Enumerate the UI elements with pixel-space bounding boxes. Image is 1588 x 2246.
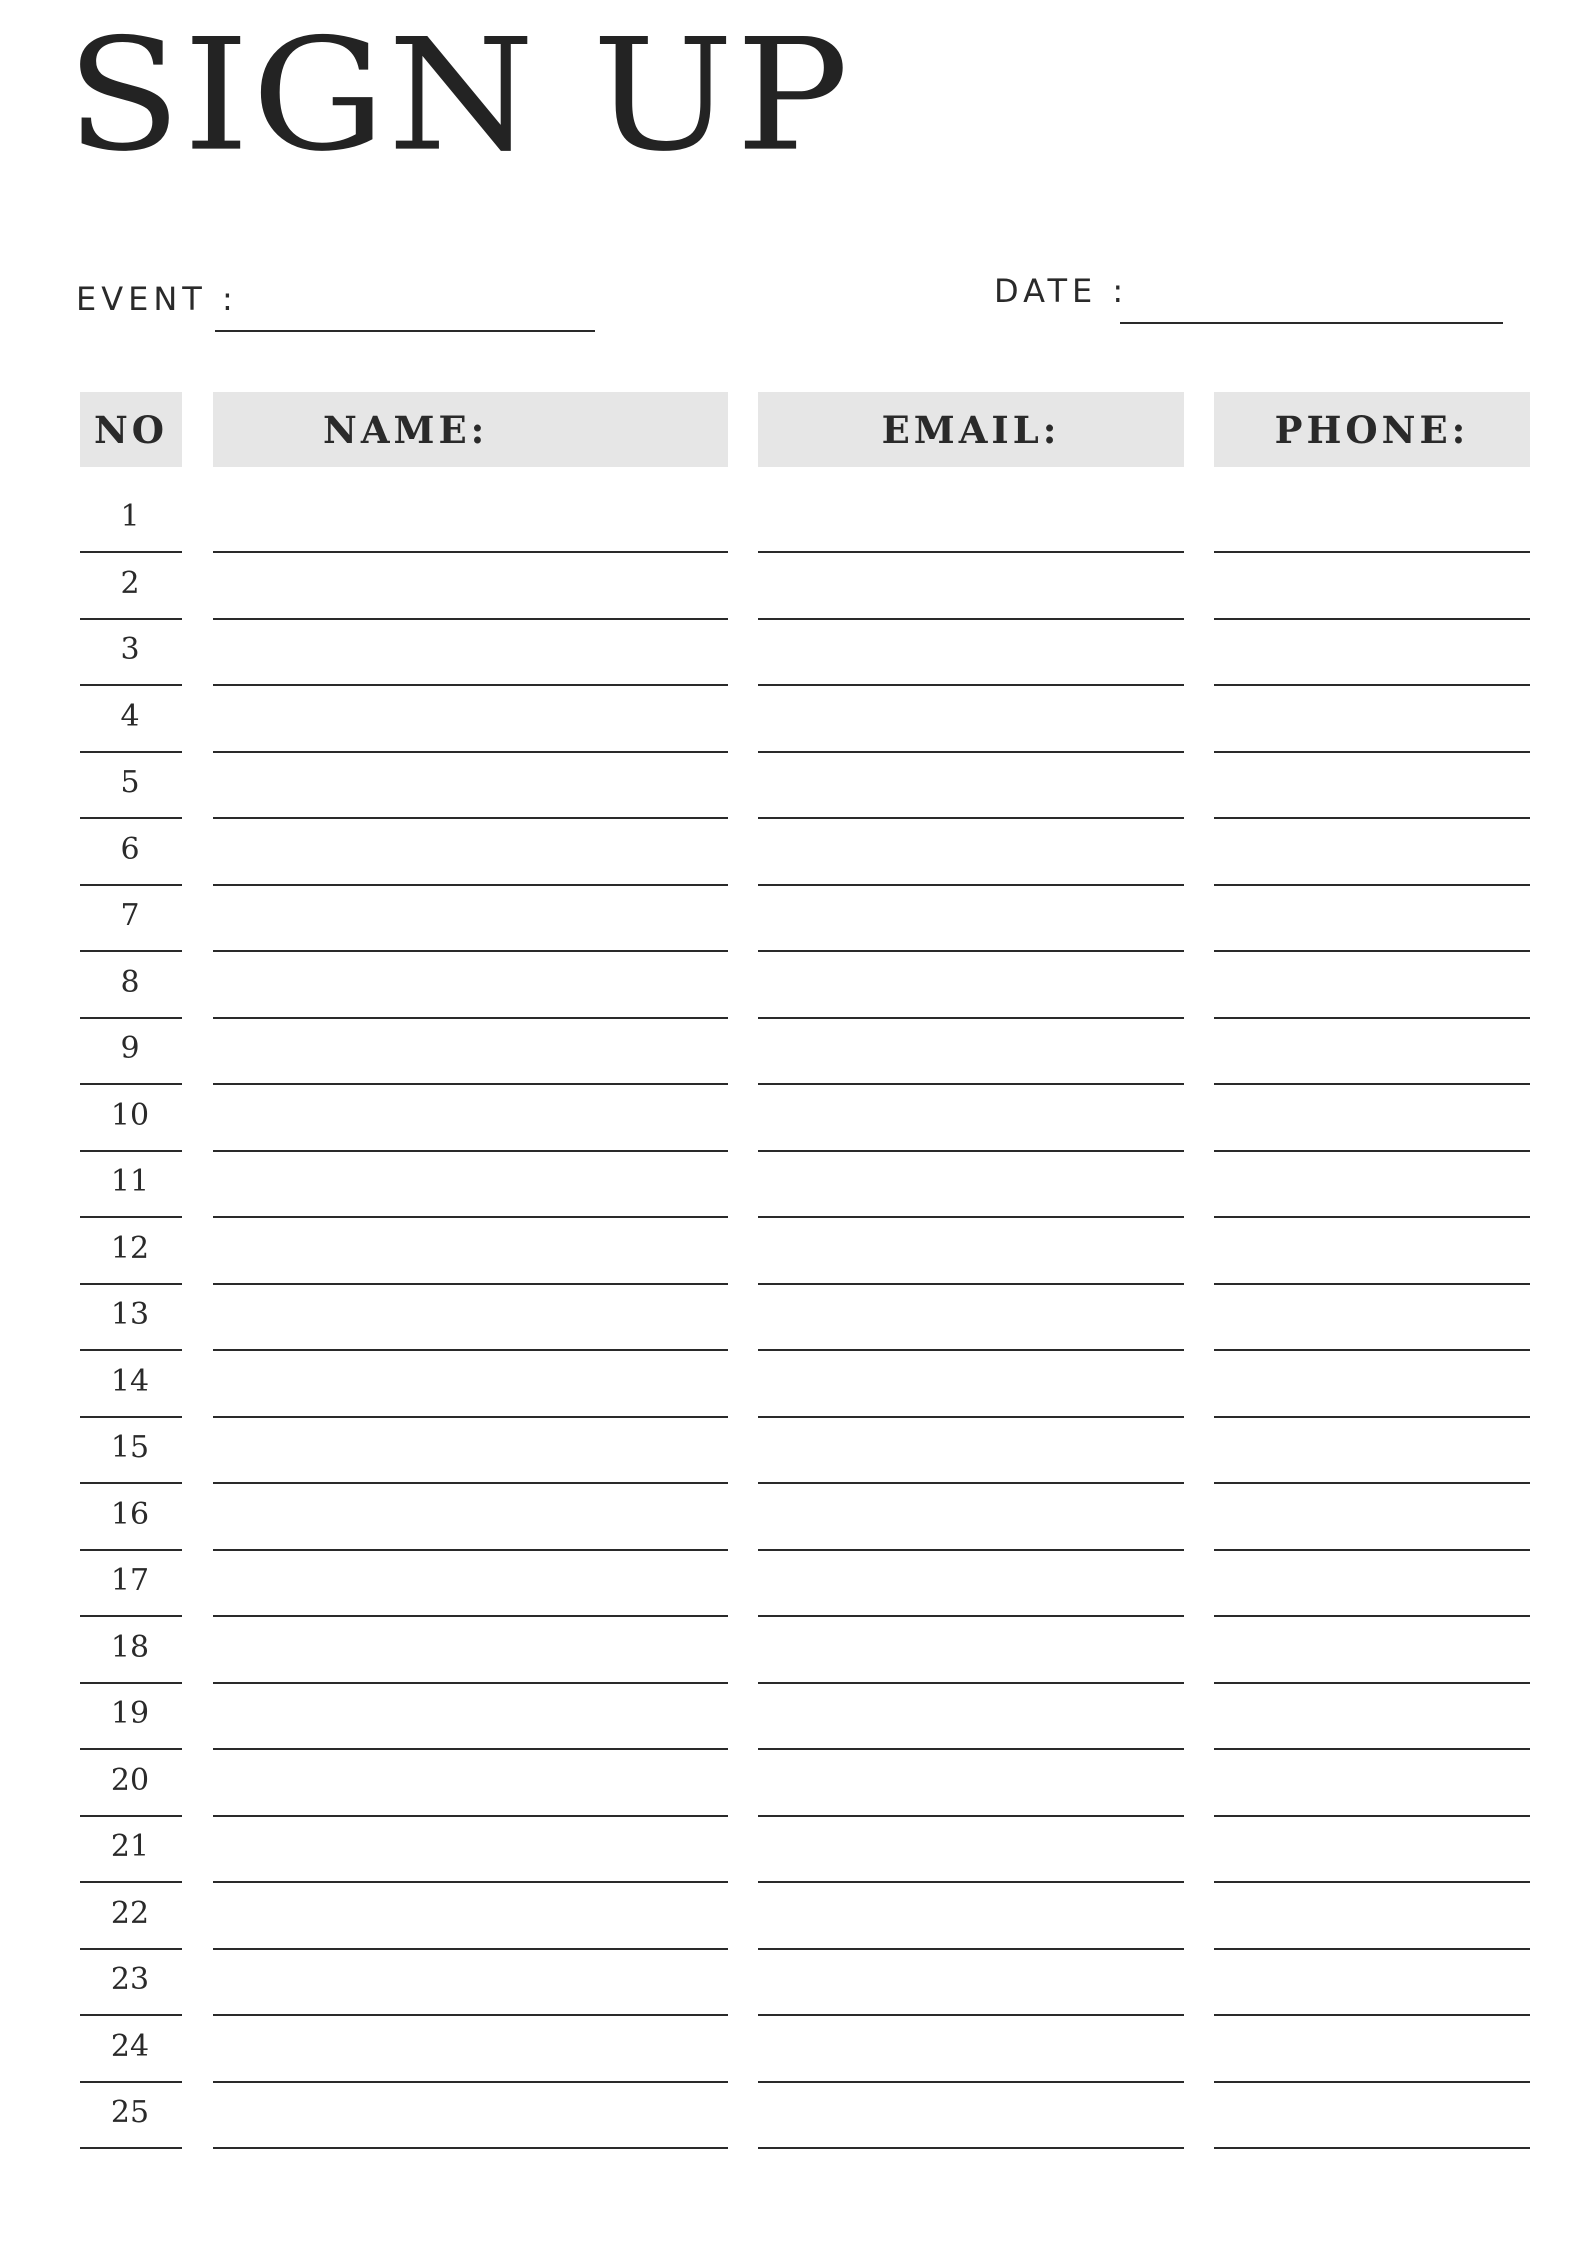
row-number-rule [80, 1283, 182, 1285]
row-number: 23 [110, 1962, 150, 1997]
header-name: NAME: [213, 392, 728, 467]
row-number-rule [80, 1815, 182, 1817]
phone-field[interactable] [1214, 1815, 1530, 1817]
row-number-rule [80, 1881, 182, 1883]
email-field[interactable] [758, 1682, 1184, 1684]
name-field[interactable] [213, 1748, 728, 1750]
row-number: 6 [120, 832, 140, 867]
name-field[interactable] [213, 950, 728, 952]
name-field[interactable] [213, 1083, 728, 1085]
name-field[interactable] [213, 618, 728, 620]
email-field[interactable] [758, 884, 1184, 886]
email-field[interactable] [758, 1349, 1184, 1351]
phone-field[interactable] [1214, 1682, 1530, 1684]
name-field[interactable] [213, 551, 728, 553]
row-number: 1 [120, 499, 140, 534]
event-label: EVENT : [76, 280, 238, 318]
row-number: 15 [110, 1430, 150, 1465]
email-field[interactable] [758, 1748, 1184, 1750]
phone-field[interactable] [1214, 1482, 1530, 1484]
row-number-rule [80, 1349, 182, 1351]
email-field[interactable] [758, 684, 1184, 686]
name-field[interactable] [213, 1682, 728, 1684]
phone-field[interactable] [1214, 551, 1530, 553]
row-number-rule [80, 2014, 182, 2016]
row-number: 5 [120, 765, 140, 800]
row-number: 9 [120, 1031, 140, 1066]
phone-field[interactable] [1214, 2147, 1530, 2149]
name-field[interactable] [213, 1216, 728, 1218]
row-number-rule [80, 817, 182, 819]
row-number-rule [80, 551, 182, 553]
row-number-rule [80, 751, 182, 753]
email-field[interactable] [758, 950, 1184, 952]
name-field[interactable] [213, 817, 728, 819]
email-field[interactable] [758, 1283, 1184, 1285]
phone-field[interactable] [1214, 950, 1530, 952]
header-email: EMAIL: [758, 392, 1184, 467]
row-number: 13 [110, 1297, 150, 1332]
name-field[interactable] [213, 2147, 728, 2149]
email-field[interactable] [758, 2081, 1184, 2083]
name-field[interactable] [213, 1482, 728, 1484]
row-number-rule [80, 618, 182, 620]
row-number: 10 [110, 1098, 150, 1133]
row-number: 11 [110, 1164, 150, 1199]
phone-field[interactable] [1214, 1748, 1530, 1750]
row-number-rule [80, 684, 182, 686]
email-field[interactable] [758, 1881, 1184, 1883]
row-number: 24 [110, 2029, 150, 2064]
row-number-rule [80, 1948, 182, 1950]
name-field[interactable] [213, 1549, 728, 1551]
email-field[interactable] [758, 618, 1184, 620]
name-field[interactable] [213, 1815, 728, 1817]
row-number-rule [80, 1482, 182, 1484]
row-number-rule [80, 1549, 182, 1551]
name-field[interactable] [213, 1948, 728, 1950]
email-field[interactable] [758, 2147, 1184, 2149]
email-field[interactable] [758, 751, 1184, 753]
row-number: 8 [120, 965, 140, 1000]
row-number: 21 [110, 1829, 150, 1864]
email-field[interactable] [758, 2014, 1184, 2016]
phone-field[interactable] [1214, 1881, 1530, 1883]
phone-field[interactable] [1214, 684, 1530, 686]
date-label: DATE : [994, 272, 1129, 310]
phone-field[interactable] [1214, 1416, 1530, 1418]
row-number-rule [80, 884, 182, 886]
name-field[interactable] [213, 684, 728, 686]
email-field[interactable] [758, 1216, 1184, 1218]
phone-field[interactable] [1214, 817, 1530, 819]
name-field[interactable] [213, 1283, 728, 1285]
row-number: 19 [110, 1696, 150, 1731]
phone-field[interactable] [1214, 2081, 1530, 2083]
email-field[interactable] [758, 551, 1184, 553]
phone-field[interactable] [1214, 618, 1530, 620]
row-number: 25 [110, 2095, 150, 2130]
phone-field[interactable] [1214, 751, 1530, 753]
phone-field[interactable] [1214, 1549, 1530, 1551]
phone-field[interactable] [1214, 1349, 1530, 1351]
row-number: 18 [110, 1630, 150, 1665]
name-field[interactable] [213, 1881, 728, 1883]
email-field[interactable] [758, 1150, 1184, 1152]
phone-field[interactable] [1214, 1083, 1530, 1085]
phone-field[interactable] [1214, 1948, 1530, 1950]
phone-field[interactable] [1214, 2014, 1530, 2016]
row-number: 16 [110, 1497, 150, 1532]
email-field[interactable] [758, 1815, 1184, 1817]
page-title: SIGN UP [66, 5, 851, 186]
row-number: 4 [120, 699, 140, 734]
row-number-rule [80, 1150, 182, 1152]
email-field[interactable] [758, 1017, 1184, 1019]
row-number: 3 [120, 632, 140, 667]
row-number: 20 [110, 1763, 150, 1798]
phone-field[interactable] [1214, 1615, 1530, 1617]
row-number-rule [80, 1083, 182, 1085]
phone-field[interactable] [1214, 884, 1530, 886]
name-field[interactable] [213, 2014, 728, 2016]
phone-field[interactable] [1214, 1283, 1530, 1285]
email-field[interactable] [758, 1416, 1184, 1418]
name-field[interactable] [213, 1349, 728, 1351]
email-field[interactable] [758, 1615, 1184, 1617]
phone-field[interactable] [1214, 1150, 1530, 1152]
name-field[interactable] [213, 884, 728, 886]
row-number-rule [80, 1017, 182, 1019]
header-phone: PHONE: [1214, 392, 1530, 467]
name-field[interactable] [213, 2081, 728, 2083]
email-field[interactable] [758, 1549, 1184, 1551]
name-field[interactable] [213, 751, 728, 753]
header-no: NO [80, 392, 182, 467]
row-number-rule [80, 2147, 182, 2149]
phone-field[interactable] [1214, 1216, 1530, 1218]
row-number-rule [80, 1682, 182, 1684]
name-field[interactable] [213, 1150, 728, 1152]
email-field[interactable] [758, 817, 1184, 819]
phone-field[interactable] [1214, 1017, 1530, 1019]
email-field[interactable] [758, 1083, 1184, 1085]
row-number: 12 [110, 1231, 150, 1266]
row-number: 2 [120, 566, 140, 601]
row-number-rule [80, 1416, 182, 1418]
row-number-rule [80, 1216, 182, 1218]
email-field[interactable] [758, 1948, 1184, 1950]
row-number: 17 [110, 1563, 150, 1598]
email-field[interactable] [758, 1482, 1184, 1484]
name-field[interactable] [213, 1615, 728, 1617]
row-number-rule [80, 1615, 182, 1617]
row-number: 7 [120, 898, 140, 933]
row-number-rule [80, 1748, 182, 1750]
name-field[interactable] [213, 1416, 728, 1418]
row-number: 14 [110, 1364, 150, 1399]
name-field[interactable] [213, 1017, 728, 1019]
row-number-rule [80, 2081, 182, 2083]
row-number: 22 [110, 1896, 150, 1931]
row-number-rule [80, 950, 182, 952]
